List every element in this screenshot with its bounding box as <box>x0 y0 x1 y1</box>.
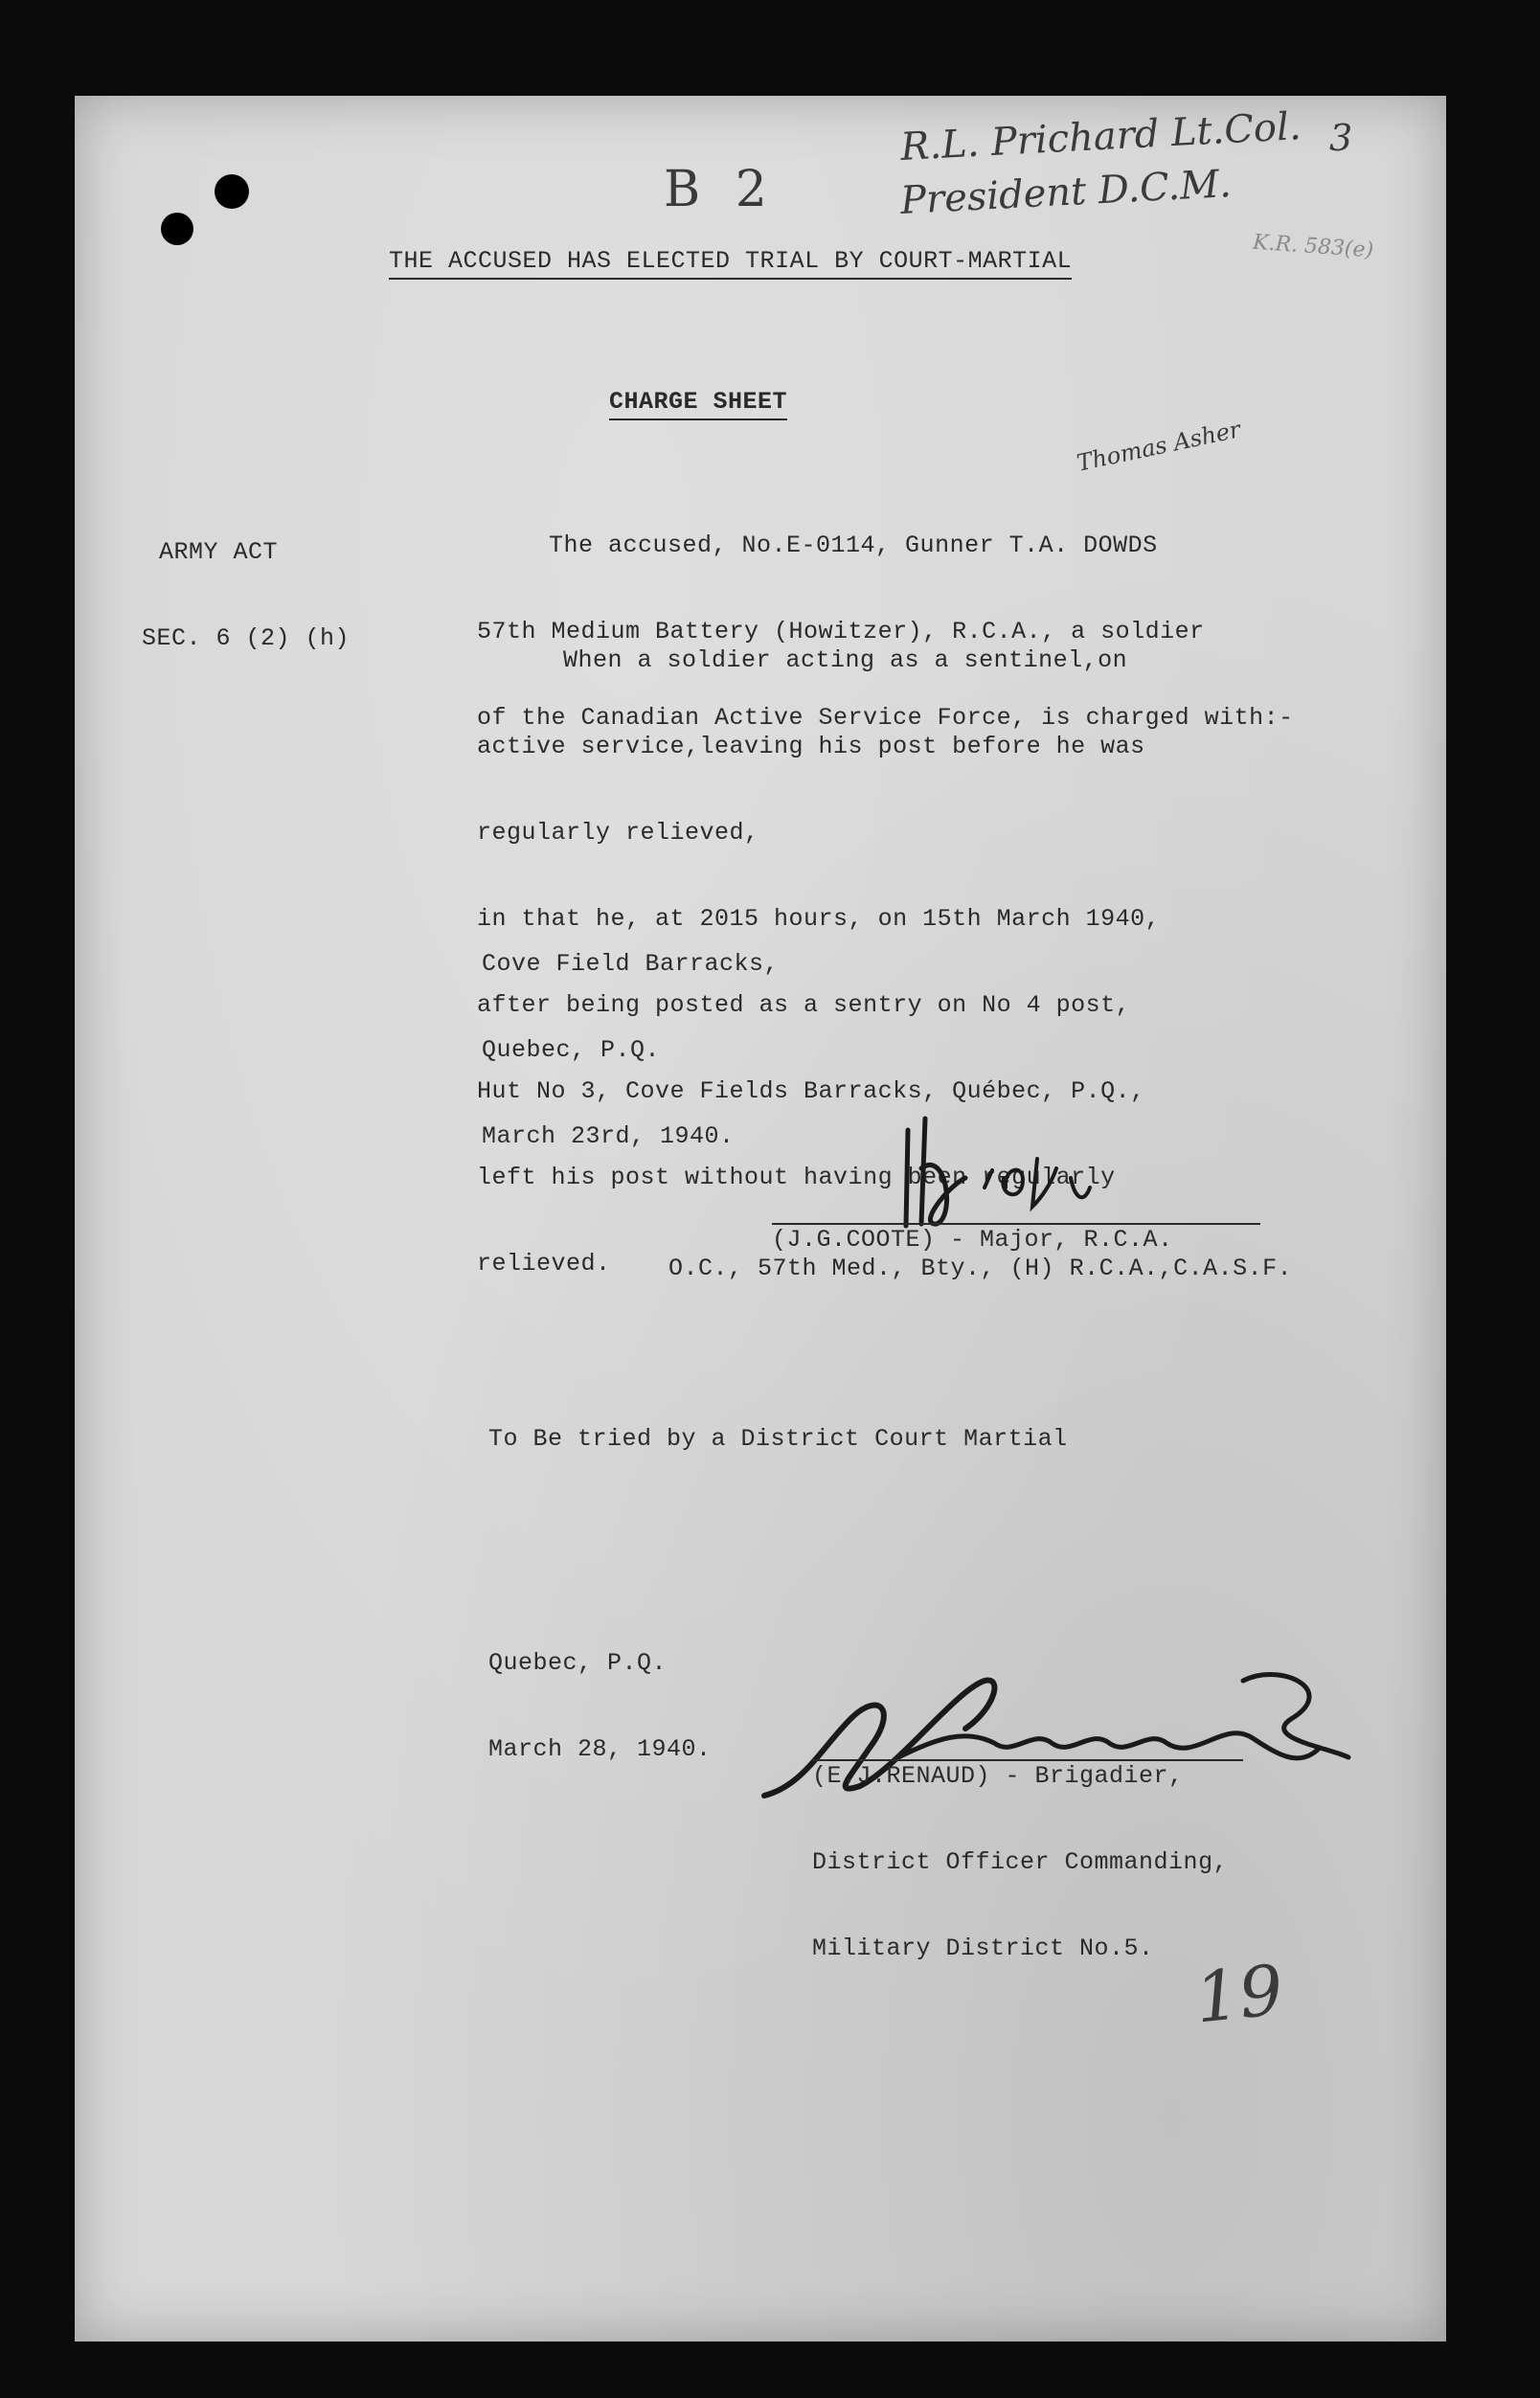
date-line: March 28, 1940. <box>488 1735 712 1763</box>
accused-line-3: of the Canadian Active Service Force, is charged with:- <box>477 704 1294 732</box>
signatory-second-title <box>812 1791 1228 2021</box>
date-line: March 23rd, 1940. <box>482 1122 735 1150</box>
page-number: 3 <box>1329 117 1353 159</box>
signatory-second-title-line: District Officer Commanding, <box>812 1848 1229 1876</box>
accused-full-name-insert: Thomas Asher <box>1074 416 1243 477</box>
signatory-first-name: (J.G.COOTE) - Major, R.C.A. <box>772 1226 1173 1254</box>
place-line: Quebec, P.Q. <box>488 1649 668 1677</box>
army-act-label: ARMY ACT <box>159 538 279 566</box>
accused-line-2: 57th Medium Battery (Howitzer), R.C.A., a soldier <box>477 618 1205 645</box>
kr-reference: K.R. 583(e) <box>1252 230 1374 263</box>
coote-signature <box>879 1111 1128 1235</box>
folio-number: 19 <box>1190 1949 1287 2039</box>
signatory-first-title: O.C., 57th Med., Bty., (H) R.C.A.,C.A.S.F. <box>668 1255 1293 1282</box>
place-date-second <box>488 1592 712 1821</box>
charge-line: relieved. <box>477 1250 611 1278</box>
charge-line: regularly relieved, <box>477 819 759 847</box>
charge-line: When a soldier acting as a sentinel,on <box>563 646 1128 674</box>
army-act-section: SEC. 6 (2) (h) <box>142 624 351 652</box>
signature-rule-second <box>812 1759 1243 1761</box>
file-mark: B 2 <box>664 161 777 218</box>
election-notice: THE ACCUSED HAS ELECTED TRIAL BY COURT-MARTIAL <box>389 247 1072 280</box>
place-date-first <box>482 893 779 1209</box>
signatory-second-name: (E.J.RENAUD) - Brigadier, <box>812 1762 1184 1790</box>
page-title: CHARGE SHEET <box>609 388 787 420</box>
signature-rule-first <box>772 1223 1260 1225</box>
charge-line: active service,leaving his post before he was <box>477 733 1145 760</box>
charge-sheet-page <box>75 96 1446 2341</box>
president-title-line: President D.C.M. <box>899 161 1233 224</box>
accused-line-1: The accused, No.E-0114, Gunner T.A. DOWDS <box>549 532 1158 559</box>
president-signature-line: R.L. Prichard Lt.Col. <box>899 104 1302 170</box>
place-line: Quebec, P.Q. <box>482 1036 661 1064</box>
signatory-second-title-line: Military District No.5. <box>812 1934 1154 1962</box>
binder-hole-upper <box>215 174 249 209</box>
charge-line: after being posted as a sentry on No 4 post, <box>477 991 1131 1019</box>
army-act-reference <box>142 481 350 711</box>
charge-line: left his post without having been regularly <box>477 1164 1116 1191</box>
charge-line: Hut No 3, Cove Fields Barracks, Québec, P.Q., <box>477 1077 1145 1105</box>
place-line: Cove Field Barracks, <box>482 950 780 978</box>
binder-hole-lower <box>161 213 193 245</box>
trial-order: To Be tried by a District Court Martial <box>488 1425 1068 1453</box>
charge-line: in that he, at 2015 hours, on 15th March 1940, <box>477 905 1161 933</box>
